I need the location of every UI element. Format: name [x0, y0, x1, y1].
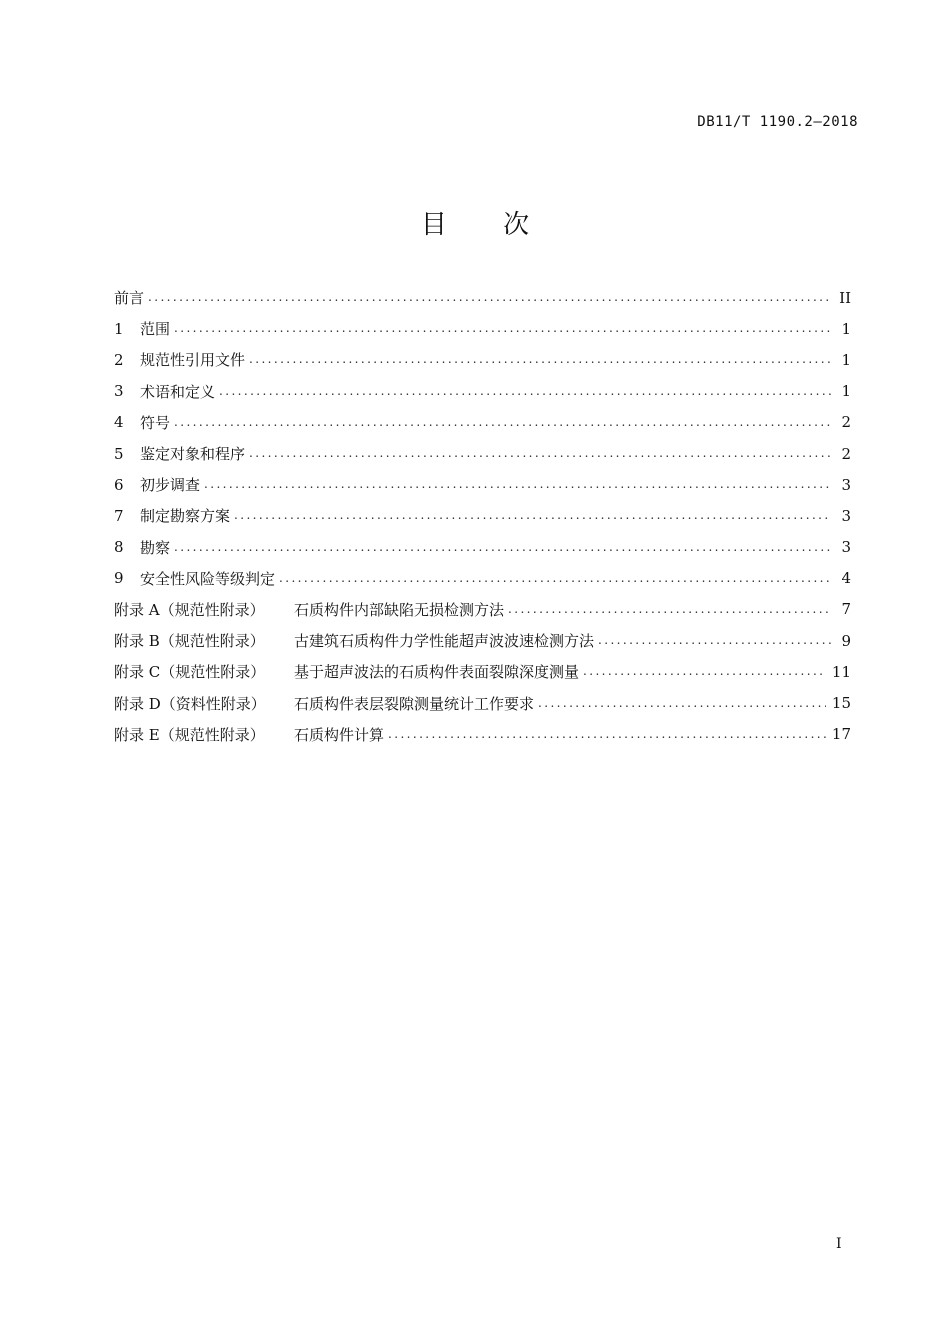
toc-entry-title: 前言: [114, 289, 145, 308]
toc-entry-title: 石质构件内部缺陷无损检测方法: [294, 600, 505, 619]
toc-entry-preliminary-survey[interactable]: [114, 469, 851, 500]
toc-entry-number: 6: [114, 475, 124, 494]
toc-entry-number: 4: [114, 413, 124, 432]
toc-entry-appendix-b[interactable]: [114, 625, 851, 656]
toc-entry-page: II: [839, 288, 851, 307]
dot-leader: [174, 540, 831, 555]
toc-entry-page: 1: [841, 319, 851, 338]
toc-entry-title: 石质构件计算: [294, 725, 385, 744]
page-number: I: [836, 1236, 842, 1252]
toc-entry-title: 制定勘察方案: [140, 507, 231, 526]
toc-entry-page: 1: [841, 382, 851, 401]
toc-entry-normative-references[interactable]: [114, 344, 851, 375]
toc-entry-page: 17: [831, 725, 851, 744]
toc-entry-page: 4: [841, 569, 851, 588]
toc-entry-appendix-label: 附录 A（规范性附录）: [114, 600, 265, 619]
toc-entry-risk-grading[interactable]: [114, 563, 851, 594]
toc-entry-page: 15: [831, 694, 851, 713]
dot-leader: [219, 384, 831, 399]
toc-entry-number: 9: [114, 569, 124, 588]
toc-entry-page: 11: [831, 662, 851, 681]
toc-entry-survey-plan[interactable]: [114, 500, 851, 531]
dot-leader: [234, 508, 831, 523]
toc-entry-number: 3: [114, 382, 124, 401]
toc-entry-title: 规范性引用文件: [140, 351, 246, 370]
toc-entry-title: 安全性风险等级判定: [140, 569, 276, 588]
toc-entry-title: 范围: [140, 320, 171, 339]
dot-leader: [598, 633, 831, 648]
dot-leader: [583, 664, 826, 679]
toc-entry-page: 3: [841, 538, 851, 557]
toc-entry-title: 鉴定对象和程序: [140, 445, 246, 464]
dot-leader: [148, 290, 831, 305]
table-of-contents: [114, 282, 851, 750]
toc-entry-appraisal-procedure[interactable]: [114, 438, 851, 469]
toc-entry-scope[interactable]: [114, 313, 851, 344]
toc-entry-number: 2: [114, 350, 124, 369]
toc-entry-number: 5: [114, 444, 124, 463]
toc-entry-title: 初步调查: [140, 476, 201, 495]
toc-entry-appendix-label: 附录 D（资料性附录）: [114, 694, 266, 713]
dot-leader: [508, 602, 831, 617]
dot-leader: [174, 321, 831, 336]
toc-entry-number: 1: [114, 319, 124, 338]
toc-entry-appendix-label: 附录 B（规范性附录）: [114, 632, 265, 651]
toc-entry-appendix-c[interactable]: [114, 656, 851, 687]
toc-entry-page: 1: [841, 350, 851, 369]
toc-entry-page: 2: [841, 413, 851, 432]
toc-entry-appendix-a[interactable]: [114, 594, 851, 625]
toc-entry-page: 3: [841, 506, 851, 525]
toc-entry-title: 术语和定义: [140, 382, 216, 401]
toc-entry-page: 3: [841, 475, 851, 494]
dot-leader: [204, 477, 831, 492]
toc-entry-appendix-d[interactable]: [114, 687, 851, 718]
toc-entry-page: 7: [841, 600, 851, 619]
toc-entry-page: 9: [841, 631, 851, 650]
dot-leader: [279, 571, 831, 586]
toc-entry-appendix-label: 附录 C（规范性附录）: [114, 663, 266, 682]
toc-entry-appendix-label: 附录 E（规范性附录）: [114, 725, 265, 744]
dot-leader: [174, 415, 831, 430]
dot-leader: [249, 446, 831, 461]
toc-entry-title: 古建筑石质构件力学性能超声波波速检测方法: [294, 632, 595, 651]
toc-entry-symbols[interactable]: [114, 407, 851, 438]
dot-leader: [538, 696, 826, 711]
toc-entry-investigation[interactable]: [114, 532, 851, 563]
toc-entry-title: 勘察: [140, 538, 171, 557]
toc-entry-number: 8: [114, 538, 124, 557]
dot-leader: [249, 352, 831, 367]
toc-entry-terms-definitions[interactable]: [114, 376, 851, 407]
document-code: DB11/T 1190.2—2018: [697, 114, 858, 130]
toc-entry-appendix-e[interactable]: [114, 719, 851, 750]
toc-entry-page: 2: [841, 444, 851, 463]
toc-title: 目 次: [420, 210, 554, 240]
toc-entry-number: 7: [114, 506, 124, 525]
dot-leader: [388, 727, 826, 742]
toc-entry-title: 石质构件表层裂隙测量统计工作要求: [294, 694, 535, 713]
toc-entry-title: 基于超声波法的石质构件表面裂隙深度测量: [294, 663, 580, 682]
toc-entry-title: 符号: [140, 413, 171, 432]
toc-entry-foreword[interactable]: [114, 282, 851, 313]
